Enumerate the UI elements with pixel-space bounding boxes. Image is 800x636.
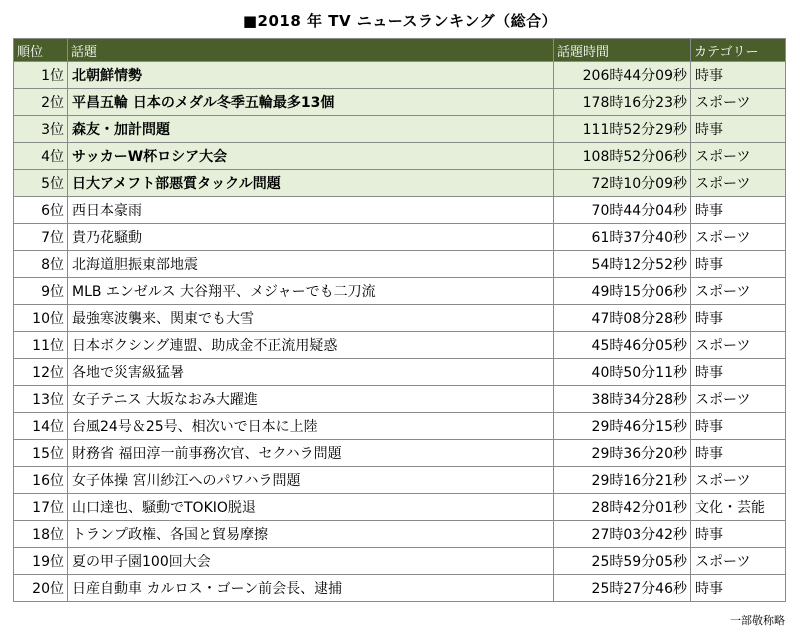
time-cell: 29時16分21秒 xyxy=(554,467,691,494)
topic-cell: 貴乃花騒動 xyxy=(68,224,554,251)
category-cell: 時事 xyxy=(691,413,786,440)
time-cell: 40時50分11秒 xyxy=(554,359,691,386)
table-row xyxy=(14,305,786,332)
header-time: 話題時間 xyxy=(554,39,691,62)
category-cell: スポーツ xyxy=(691,224,786,251)
table-row xyxy=(14,197,786,224)
category-cell: 時事 xyxy=(691,575,786,602)
table-row xyxy=(14,521,786,548)
rank-cell: 16位 xyxy=(14,467,68,494)
topic-cell: サッカーW杯ロシア大会 xyxy=(68,143,554,170)
category-cell: 文化・芸能 xyxy=(691,494,786,521)
topic-cell: トランプ政権、各国と貿易摩擦 xyxy=(68,521,554,548)
header-category: カテゴリー xyxy=(691,39,786,62)
category-cell: 時事 xyxy=(691,116,786,143)
table-row xyxy=(14,332,786,359)
topic-cell: 日本ボクシング連盟、助成金不正流用疑惑 xyxy=(68,332,554,359)
rank-cell: 15位 xyxy=(14,440,68,467)
rank-cell: 9位 xyxy=(14,278,68,305)
rank-cell: 4位 xyxy=(14,143,68,170)
time-cell: 72時10分09秒 xyxy=(554,170,691,197)
category-cell: スポーツ xyxy=(691,548,786,575)
category-cell: スポーツ xyxy=(691,332,786,359)
category-cell: 時事 xyxy=(691,62,786,89)
category-cell: 時事 xyxy=(691,521,786,548)
ranking-table xyxy=(13,38,786,602)
table-row xyxy=(14,386,786,413)
rank-cell: 7位 xyxy=(14,224,68,251)
time-cell: 206時44分09秒 xyxy=(554,62,691,89)
table-row xyxy=(14,575,786,602)
time-cell: 45時46分05秒 xyxy=(554,332,691,359)
time-cell: 178時16分23秒 xyxy=(554,89,691,116)
time-cell: 61時37分40秒 xyxy=(554,224,691,251)
time-cell: 25時27分46秒 xyxy=(554,575,691,602)
time-cell: 29時46分15秒 xyxy=(554,413,691,440)
time-cell: 70時44分04秒 xyxy=(554,197,691,224)
category-cell: スポーツ xyxy=(691,386,786,413)
category-cell: 時事 xyxy=(691,440,786,467)
category-cell: 時事 xyxy=(691,359,786,386)
rank-cell: 10位 xyxy=(14,305,68,332)
table-row xyxy=(14,494,786,521)
table-row xyxy=(14,62,786,89)
time-cell: 38時34分28秒 xyxy=(554,386,691,413)
category-cell: スポーツ xyxy=(691,143,786,170)
header-topic: 話題 xyxy=(68,39,554,62)
topic-cell: 山口達也、騒動でTOKIO脱退 xyxy=(68,494,554,521)
table-header-row xyxy=(14,39,786,62)
rank-cell: 5位 xyxy=(14,170,68,197)
header-rank: 順位 xyxy=(14,39,68,62)
time-cell: 54時12分52秒 xyxy=(554,251,691,278)
time-cell: 108時52分06秒 xyxy=(554,143,691,170)
rank-cell: 18位 xyxy=(14,521,68,548)
category-cell: 時事 xyxy=(691,251,786,278)
table-row xyxy=(14,89,786,116)
category-cell: スポーツ xyxy=(691,278,786,305)
table-body xyxy=(14,62,786,602)
table-row xyxy=(14,224,786,251)
rank-cell: 19位 xyxy=(14,548,68,575)
topic-cell: 台風24号＆25号、相次いで日本に上陸 xyxy=(68,413,554,440)
time-cell: 28時42分01秒 xyxy=(554,494,691,521)
topic-cell: 森友・加計問題 xyxy=(68,116,554,143)
table-row xyxy=(14,548,786,575)
table-row xyxy=(14,116,786,143)
category-cell: スポーツ xyxy=(691,170,786,197)
table-row xyxy=(14,359,786,386)
table-row xyxy=(14,170,786,197)
time-cell: 27時03分42秒 xyxy=(554,521,691,548)
topic-cell: 各地で災害級猛暑 xyxy=(68,359,554,386)
rank-cell: 1位 xyxy=(14,62,68,89)
topic-cell: 北海道胆振東部地震 xyxy=(68,251,554,278)
topic-cell: 女子体操 宮川紗江へのパワハラ問題 xyxy=(68,467,554,494)
rank-cell: 17位 xyxy=(14,494,68,521)
rank-cell: 2位 xyxy=(14,89,68,116)
topic-cell: 北朝鮮情勢 xyxy=(68,62,554,89)
category-cell: スポーツ xyxy=(691,467,786,494)
rank-cell: 13位 xyxy=(14,386,68,413)
time-cell: 111時52分29秒 xyxy=(554,116,691,143)
time-cell: 49時15分06秒 xyxy=(554,278,691,305)
rank-cell: 6位 xyxy=(14,197,68,224)
topic-cell: 夏の甲子園100回大会 xyxy=(68,548,554,575)
time-cell: 25時59分05秒 xyxy=(554,548,691,575)
category-cell: スポーツ xyxy=(691,89,786,116)
rank-cell: 3位 xyxy=(14,116,68,143)
category-cell: 時事 xyxy=(691,305,786,332)
rank-cell: 8位 xyxy=(14,251,68,278)
category-cell: 時事 xyxy=(691,197,786,224)
time-cell: 29時36分20秒 xyxy=(554,440,691,467)
table-row xyxy=(14,440,786,467)
table-row xyxy=(14,467,786,494)
table-row xyxy=(14,278,786,305)
topic-cell: 財務省 福田淳一前事務次官、セクハラ問題 xyxy=(68,440,554,467)
topic-cell: 日産自動車 カルロス・ゴーン前会長、逮捕 xyxy=(68,575,554,602)
rank-cell: 11位 xyxy=(14,332,68,359)
topic-cell: 女子テニス 大坂なおみ大躍進 xyxy=(68,386,554,413)
topic-cell: 西日本豪雨 xyxy=(68,197,554,224)
time-cell: 47時08分28秒 xyxy=(554,305,691,332)
topic-cell: MLB エンゼルス 大谷翔平、メジャーでも二刀流 xyxy=(68,278,554,305)
page-title: ■2018 年 TV ニュースランキング（総合） xyxy=(242,12,558,30)
topic-cell: 最強寒波襲来、関東でも大雪 xyxy=(68,305,554,332)
topic-cell: 平昌五輪 日本のメダル冬季五輪最多13個 xyxy=(68,89,554,116)
rank-cell: 20位 xyxy=(14,575,68,602)
topic-cell: 日大アメフト部悪質タックル問題 xyxy=(68,170,554,197)
table-row xyxy=(14,413,786,440)
table-row xyxy=(14,251,786,278)
rank-cell: 12位 xyxy=(14,359,68,386)
rank-cell: 14位 xyxy=(14,413,68,440)
table-row xyxy=(14,143,786,170)
footnote: 一部敬称略 xyxy=(730,614,785,627)
